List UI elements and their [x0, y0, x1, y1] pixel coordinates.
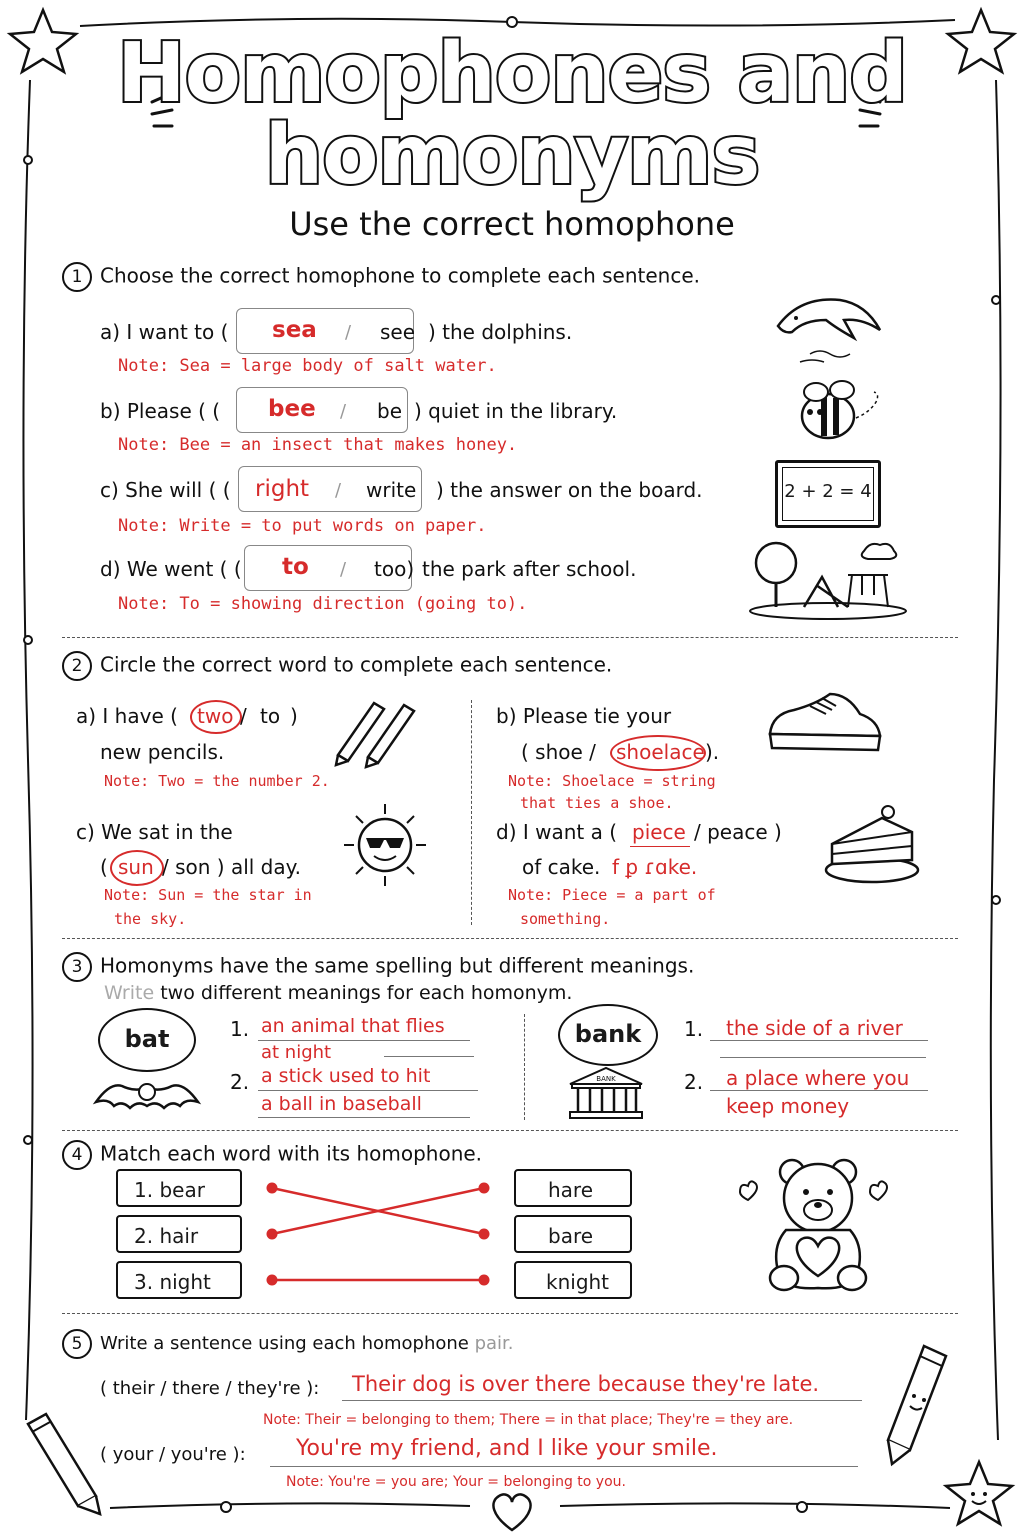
s1-item-d-answer: to [282, 554, 309, 580]
s2-b-note1: Note: Shoelace = string [508, 772, 716, 790]
section-3-heading [62, 952, 694, 982]
s5-pair1-label: ( their / there / they're ): [100, 1378, 320, 1399]
s2-b-note2: that ties a shoe. [520, 794, 674, 812]
bat-meaning-1b: at night [261, 1042, 332, 1063]
word-cloud-bat: bat [98, 1008, 196, 1072]
bank-meaning-2a: a place where you [726, 1066, 910, 1090]
s2-d-post: / peace ) [694, 820, 782, 844]
match-left-word: 2. hair [116, 1215, 242, 1253]
dolphin-icon [770, 290, 890, 370]
s1-item-a-answer: sea [272, 317, 317, 343]
s2-c-note2: the sky. [114, 910, 187, 928]
s2-a-mid: / [240, 704, 247, 728]
s1-item-c-alt: write [366, 478, 417, 502]
s1-item-d-pre: d) We went ( ( [100, 557, 242, 581]
section-4-heading [62, 1140, 482, 1170]
answer-underline [630, 846, 690, 847]
s1-item-c-answer: right [255, 476, 310, 502]
s2-c-pre: ( [100, 855, 108, 879]
section-3-heading-line2 [104, 982, 572, 1004]
s1-item-c-note: Note: Write = to put words on paper. [118, 516, 487, 536]
s1-item-a-note: Note: Sea = large body of salt water. [118, 356, 497, 376]
bat-icon [92, 1072, 202, 1122]
section-heading-text: Homonyms have the same spelling but different meanings. [100, 953, 695, 978]
bank-meaning-1: the side of a river [726, 1016, 903, 1040]
section-divider [62, 1313, 958, 1314]
answer-line [342, 1400, 862, 1401]
answer-line [720, 1057, 926, 1058]
column-divider [524, 1014, 525, 1120]
bank-num-1: 1. [684, 1017, 704, 1041]
bat-meaning-2b: a ball in baseball [261, 1093, 422, 1115]
answer-line [258, 1090, 478, 1091]
section-number: 1 [62, 262, 92, 292]
s2-a-opt2: to [260, 704, 281, 728]
s5-pair1-answer: Their dog is over there because they're late. [352, 1372, 820, 1396]
s2-c-note1: Note: Sun = the star in [104, 886, 312, 904]
s5-pair2-answer: You're my friend, and I like your smile. [296, 1436, 718, 1461]
page-title: Homophones and [117, 26, 907, 121]
s2-d-note2: something. [520, 910, 611, 928]
heart-icon [487, 1488, 537, 1534]
slash-separator: / [345, 322, 352, 343]
chalkboard-text: 2 + 2 = 4 [782, 467, 874, 521]
bat-meaning-1a: an animal that flies [261, 1015, 445, 1037]
s1-item-c-pre: c) She will ( ( [100, 478, 231, 502]
s1-item-b-answer: bee [268, 396, 316, 422]
s1-item-d-alt: too) [374, 557, 415, 581]
s2-c-post: / son ) all day. [162, 855, 301, 879]
s2-d-note1: Note: Piece = a part of [508, 886, 716, 904]
section-number: 4 [62, 1140, 92, 1170]
answer-line [258, 1040, 470, 1041]
sneaker-icon [764, 690, 884, 760]
s2-a-pre: a) I have ( [76, 704, 178, 728]
s1-item-d-note: Note: To = showing direction (going to). [118, 594, 528, 614]
s1-item-c-post: ) the answer on the board. [436, 478, 703, 502]
s2-a-line2: new pencils. [100, 740, 225, 764]
page-title-line2: homonyms [264, 108, 760, 203]
match-left-word: 1. bear [116, 1169, 242, 1207]
word-cloud-bank: bank [558, 1004, 658, 1066]
slash-separator: / [340, 559, 347, 580]
section-number: 3 [62, 952, 92, 982]
s2-b-line1: b) Please tie your [496, 704, 672, 728]
s1-item-b-post: ) quiet in the library. [414, 399, 618, 423]
answer-line [270, 1466, 858, 1467]
pencil-icon [18, 1410, 108, 1520]
pencils-icon [332, 695, 422, 765]
bank-building-icon [566, 1066, 646, 1120]
s2-b-pre: ( shoe / [521, 740, 596, 764]
column-divider [471, 700, 472, 925]
bank-num-2: 2. [684, 1070, 704, 1094]
s1-item-d-post: the park after school. [422, 557, 637, 581]
heading-light-word: Write [104, 982, 155, 1004]
s1-item-b-alt: be [377, 399, 402, 423]
chalkboard [775, 460, 881, 528]
park-icon [748, 535, 908, 625]
s2-d-line2: of cake. [522, 855, 601, 879]
slash-separator: / [335, 480, 342, 501]
s5-pair2-label: ( your / you're ): [100, 1444, 246, 1465]
sun-with-sunglasses-icon [340, 800, 430, 890]
section-heading-text: Write a sentence using each homophone [100, 1333, 469, 1354]
page-subtitle: Use the correct homophone [289, 205, 735, 243]
bat-num-2: 2. [230, 1070, 250, 1094]
section-heading-text: Match each word with its homophone. [100, 1141, 483, 1166]
section-divider [62, 938, 958, 939]
s2-b-post: ). [705, 740, 720, 764]
section-divider [62, 637, 958, 638]
section-heading-text: Circle the correct word to complete each sentence. [100, 652, 613, 677]
match-right-word: knight [514, 1261, 632, 1299]
bank-sign-text: BANK [596, 1075, 616, 1083]
section-2-heading [62, 651, 612, 681]
heading-light-word: pair. [474, 1333, 514, 1354]
slash-separator: / [340, 401, 347, 422]
s5-pair1-note: Note: Their = belonging to them; There = in that place; They're = they are. [263, 1412, 794, 1428]
s2-d-opt: piece [632, 820, 686, 844]
section-number: 2 [62, 651, 92, 681]
section-heading-text: Choose the correct homophone to complete each sentence. [100, 263, 701, 288]
s2-a-opt1: two [197, 704, 234, 728]
s2-c-opt: sun [118, 855, 154, 879]
answer-circle [110, 850, 164, 886]
answer-line [710, 1090, 928, 1091]
s1-item-a-pre: a) I want to ( [100, 320, 229, 344]
s1-item-a-alt: see [380, 320, 416, 344]
s2-a-note: Note: Two = the number 2. [104, 772, 330, 790]
heading-rest: two different meanings for each homonym. [160, 982, 573, 1004]
teddy-bear-with-heart-icon [730, 1158, 900, 1298]
match-left-word: 3. night [116, 1261, 242, 1299]
section-5-heading [62, 1329, 514, 1359]
s2-d-pre: d) I want a ( [496, 820, 618, 844]
match-right-word: hare [514, 1169, 632, 1207]
section-divider [62, 1130, 958, 1131]
s2-b-opt: shoelace [616, 740, 705, 764]
section-1-heading [62, 262, 700, 292]
answer-circle [190, 700, 242, 734]
cake-slice-icon [822, 798, 922, 888]
s2-a-post: ) [290, 704, 298, 728]
bee-icon [780, 372, 890, 452]
match-right-word: bare [514, 1215, 632, 1253]
section-number: 5 [62, 1329, 92, 1359]
answer-circle [610, 735, 706, 771]
s1-item-b-pre: b) Please ( ( [100, 399, 221, 423]
answer-line [258, 1117, 470, 1118]
bat-meaning-2a: a stick used to hit [261, 1065, 431, 1087]
bat-num-1: 1. [230, 1017, 250, 1041]
s2-d-scribble: f ꝑ ɾɑke. [612, 855, 698, 879]
s1-item-b-note: Note: Bee = an insect that makes honey. [118, 435, 518, 455]
smiling-pencil-icon [880, 1340, 960, 1470]
s1-item-a-post: ) the dolphins. [428, 320, 573, 344]
s5-pair2-note: Note: You're = you are; Your = belonging to you. [286, 1474, 626, 1490]
s2-c-line1: c) We sat in the [76, 820, 233, 844]
answer-line [384, 1056, 474, 1057]
bank-meaning-2b: keep money [726, 1094, 850, 1118]
answer-line [710, 1040, 928, 1041]
